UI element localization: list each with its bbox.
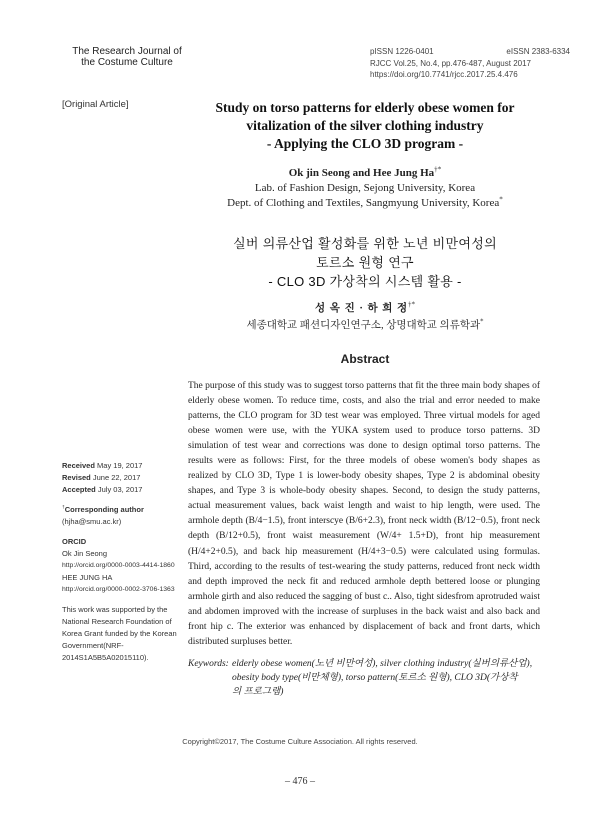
korean-author-block (190, 300, 540, 334)
received-row (62, 460, 182, 472)
journal-name-line2: the Costume Culture (81, 57, 173, 68)
keywords-line3: 의 프로그램) (232, 687, 284, 697)
abstract-body: The purpose of this study was to suggest torso patterns that fit the three main body shapes of elderly obese women. To reduce time, costs, and also the trial and error needed to make patterns, the CLO program for 3D test wear was employed. Three virtual models for aged obese women were use, with the YUKA system used to produce torso patterns. 3D simulation of test wear and corrections was done to design optimal torso patterns. The results were as follows: First, for the three models of obese women's body shapes as realized by CLO 3D, Type 1 is lower-body obesity shapes, Type 2 is abdominal obesity shapes, and Type 3 is whole-body obesity shapes. Second, to design the study patterns, actual measurement values, back waist length and waist to hip length, were used. The armhole depth (B/4−1.5), front interscye (B/6+2.3), front neck width (B/12−0.5), front neck depth (B/12+0.5), front waist measurement (W/4+ 1.5+D), front hip measurement (H/4+2+0.5), and back hip measurement (H/4+3−0.5) were calculated using formulas. Third, according to the results of test-wearing the study patterns, reduced front neck width and depth improved the neck fit and reduced armhole depth bettered loose or plunging armhole girth and also reduced the sagging of bust c.. Also, tight sidesfrom aprotruded waist and abdomen improved with the increase of surpluses in the back waist and also back and front hip c. The exterior was enhanced by displacement of back and front darts, which distributed surpluses better. (188, 381, 540, 647)
ko-author-mark: †* (408, 301, 415, 309)
orcid-link-1[interactable]: http://orcid.org/0000-0003-4414-1860 (62, 562, 175, 569)
eissn: eISSN 2383-6334 (506, 47, 570, 56)
ko-title-line2: 토르소 원형 연구 (316, 255, 414, 270)
pissn: pISSN 1226-0401 (370, 47, 434, 56)
abstract-heading: Abstract (340, 352, 390, 366)
volume-info: RJCC Vol.25, No.4, pp.476-487, August 2017 (370, 58, 531, 68)
corresponding-email[interactable]: (hjha@smu.ac.kr) (62, 517, 122, 526)
ko-affiliation-mark: * (480, 318, 484, 326)
funding-note: This work was supported by the National Research Foundation of Korea Grant funded by the Korean Government(NRF-2014S1A5B5A02015110). (62, 605, 177, 662)
keywords-label: Keywords: (188, 659, 229, 669)
korean-title (190, 234, 540, 291)
author-names: Ok jin Seong and Hee Jung Ha (288, 167, 435, 179)
title-line1: Study on torso patterns for elderly obese women for (215, 100, 515, 115)
article-sidebar (62, 460, 182, 664)
ko-title-line1: 실버 의류산업 활성화를 위한 노년 비만여성의 (233, 236, 497, 251)
orcid-link-2[interactable]: http://orcid.org/0000-0002-3706-1363 (62, 586, 175, 593)
keywords-block (188, 657, 540, 699)
orcid-author-2: HEE JUNG HA (62, 573, 113, 582)
corresponding-row (62, 504, 182, 516)
ko-title-line3: - CLO 3D 가상착의 시스템 활용 - (268, 274, 462, 289)
copyright-notice: Copyright©2017, The Costume Culture Association. All rights reserved. (182, 737, 418, 746)
revised-label: Revised (62, 473, 91, 482)
corresponding-label: Corresponding author (64, 505, 144, 514)
corresponding-mark: † (62, 505, 65, 511)
doi-link[interactable]: https://doi.org/10.7741/rjcc.2017.25.4.476 (370, 70, 518, 79)
publication-info (370, 46, 570, 81)
received-label: Received (62, 461, 95, 470)
article-type: [Original Article] (62, 99, 129, 110)
title-line3: - Applying the CLO 3D program - (266, 136, 464, 151)
paper-title (190, 99, 540, 153)
author-mark: †* (434, 165, 442, 174)
revised-date: June 22, 2017 (92, 473, 141, 482)
orcid-label: ORCID (62, 537, 87, 546)
affiliation-1: Lab. of Fashion Design, Sejong University, Korea (254, 182, 476, 194)
ko-author-names: 성 옥 진 · 하 희 정 (315, 303, 409, 314)
revised-row (62, 472, 182, 484)
keywords-line2: obesity body type(비만체형), torso pattern(토르소 원형), CLO 3D(가상착 (232, 673, 518, 683)
orcid-author-1: Ok Jin Seong (62, 549, 108, 558)
author-block (190, 166, 540, 211)
accepted-label: Accepted (62, 485, 96, 494)
received-date: May 19, 2017 (97, 461, 143, 470)
ko-affiliation: 세종대학교 패션디자인연구소, 상명대학교 의류학과 (246, 320, 481, 331)
journal-name (62, 46, 192, 68)
keywords-line1: elderly obese women(노년 비만여성), silver clothing industry(실버의류산업), (232, 659, 533, 669)
affiliation-2-mark: * (499, 195, 503, 204)
affiliation-2: Dept. of Clothing and Textiles, Sangmyung University, Korea (227, 197, 500, 209)
journal-name-line1: The Research Journal of (72, 46, 182, 57)
accepted-row (62, 484, 182, 496)
accepted-date: July 03, 2017 (97, 485, 143, 494)
page-number: – 476 – (285, 776, 315, 787)
title-line2: vitalization of the silver clothing industry (246, 118, 484, 133)
